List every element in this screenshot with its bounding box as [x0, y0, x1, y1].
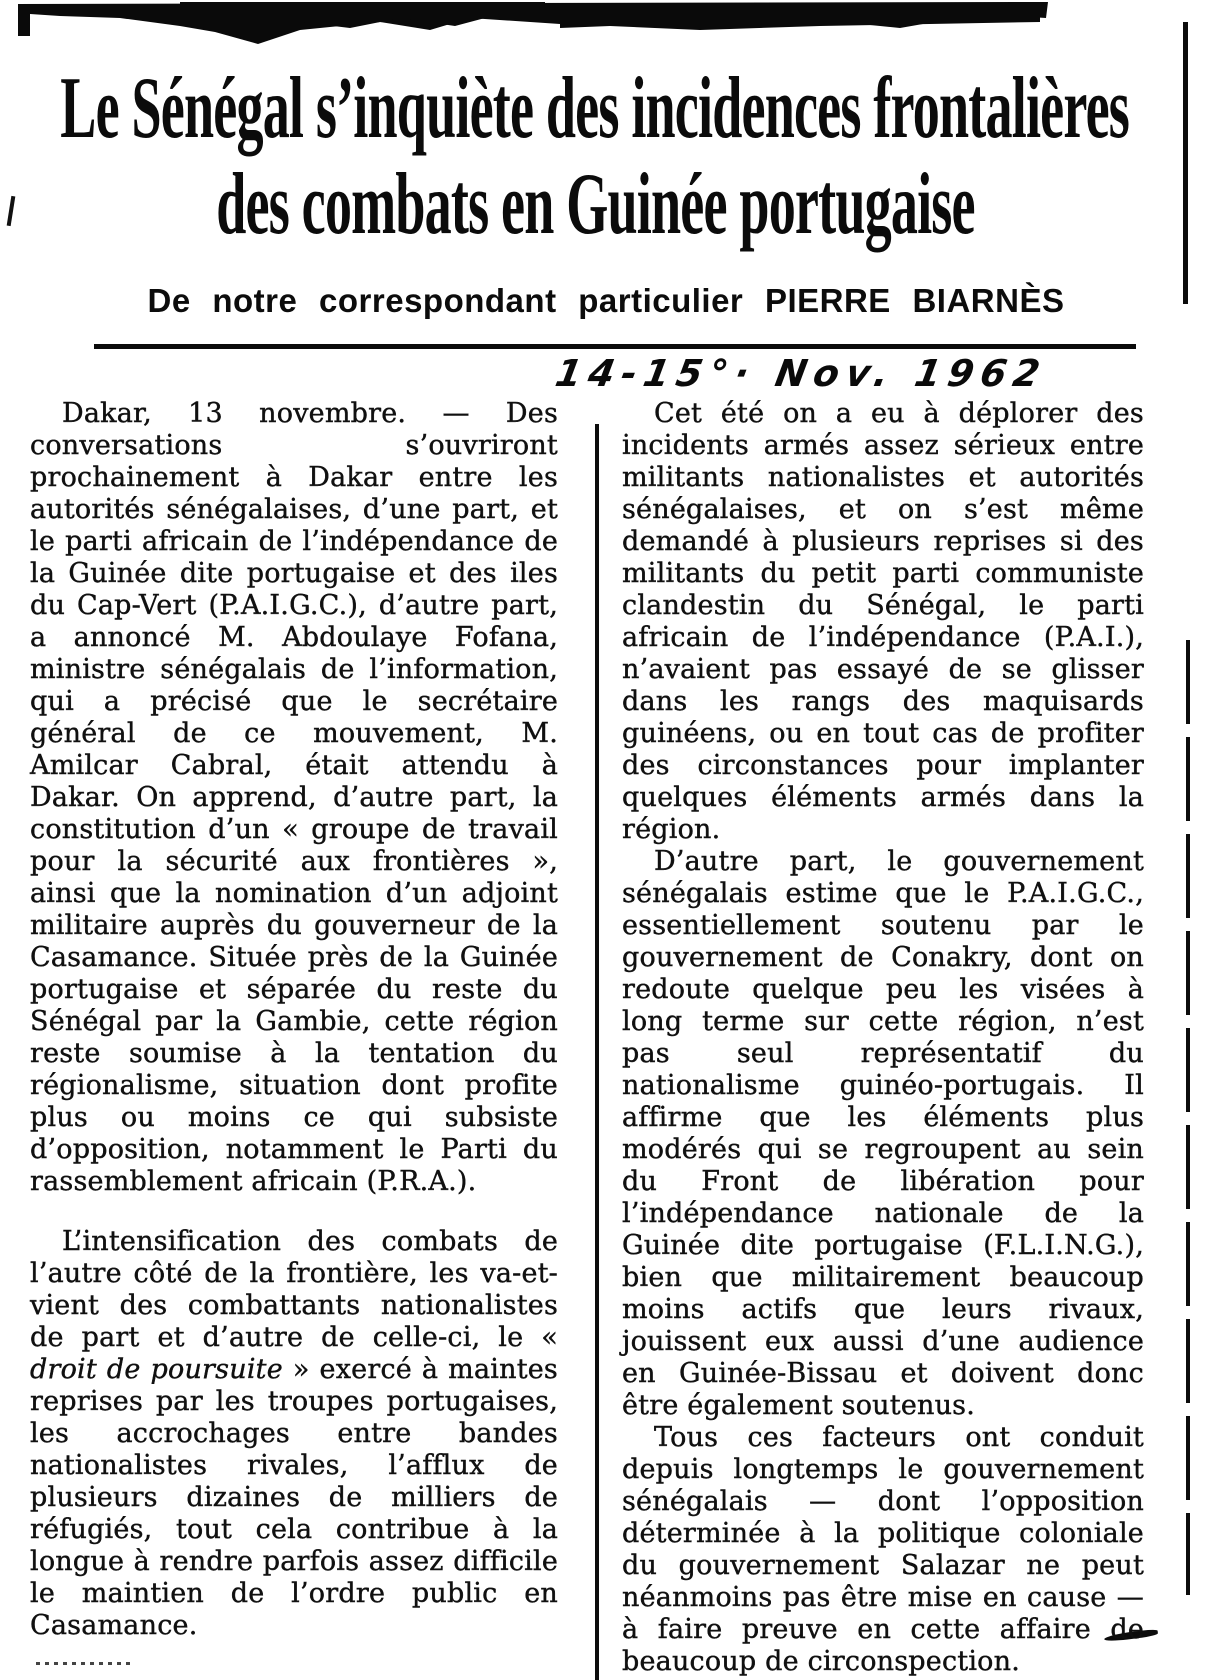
headline-line-2: des combats en Guinée portugaise [215, 155, 975, 254]
headline-right-rule [1183, 22, 1188, 304]
article-paragraph [622, 1422, 1144, 1678]
text-run: Cet été on a eu à déplorer des incidents armés assez sérieux entre militants nationalistes et autorités sénégalaises, et on s’est même demandé à plusieurs reprises si des militants du petit parti communiste clandestin du Sénégal, le parti africain de l’indépendance (P.A.I.), n’avaient pas essayé de se glisser dans les rangs des maquisards guinéens, ou en tout cas de profiter des circonstances pour implanter quelques éléments armés dans la région. [622, 398, 1144, 845]
italic-phrase: droit de poursuite [30, 1354, 283, 1385]
article-paragraph [30, 1226, 558, 1642]
byline-underline-rule [94, 344, 1136, 349]
text-run: L’intensification des combats de l’autre côté de la frontière, les va-et-vient des combattants nationalistes de part et d’autre de celle-ci, le « [30, 1226, 558, 1353]
article-paragraph [30, 398, 558, 1198]
handwritten-date-annotation: 14-15°· Nov. 1962 [552, 352, 1050, 395]
byline: De notre correspondant particulier PIERRE BIARNÈS [147, 282, 1065, 319]
headline-line-1: Le Sénégal s’inquiète des incidences frontalières [60, 59, 1130, 158]
headline-line-2-wrap [20, 154, 1170, 254]
column-divider-rule [595, 424, 599, 1680]
text-run: » exercé à maintes reprises par les troupes portugaises, les accrochages entre bandes nationalistes rivales, l’afflux de plusieurs dizaines de milliers de réfugiés, tout cela contribue à la longue à rendre parfois assez difficile le maintien de l’ordre public en Casamance. [30, 1354, 558, 1641]
headline-line-1-wrap [20, 58, 1170, 158]
bottom-dotted-line [36, 1662, 132, 1665]
column-left [30, 398, 558, 1642]
article-paragraph [622, 846, 1144, 1422]
article-paragraph [622, 398, 1144, 846]
text-run: Dakar, 13 novembre. — Des conversations s’ouvriront prochainement à Dakar entre les autorités sénégalaises, d’une part, et le parti africain de l’indépendance de la Guinée dite portugaise et des iles du Cap-Vert (P.A.I.G.C.), d’autre part, a annoncé M. Abdoulaye Fofana, ministre sénégalais de l’information, qui a précisé que le secrétaire général de ce mouvement, M. Amilcar Cabral, était attendu à Dakar. On apprend, d’autre part, la constitution d’un « groupe de travail pour la sécurité aux frontières », ainsi que la nomination d’un adjoint militaire auprès du gouverneur de la Casamance. Située près de la Guinée portugaise et séparée du reste du Sénégal par la Gambie, cette région reste soumise à la tentation du régionalisme, situation dont profite plus ou moins ce qui subsiste d’opposition, notamment le Parti du rassemblement africain (P.R.A.). [30, 398, 558, 1197]
body-right-rule [1186, 640, 1190, 1595]
left-margin-tick [7, 196, 16, 226]
headline [20, 58, 1170, 254]
text-run: D’autre part, le gouvernement sénégalais estime que le P.A.I.G.C., essentiellement soutenu par le gouvernement de Conakry, dont on redoute quelque peu les visées à long terme sur cette région, n’est pas seul représentatif du nationalisme guinéo-portugais. Il affirme que les éléments plus modérés qui se regroupent au sein du Front de libération pour l’indépendance nationale de la Guinée dite portugaise (F.L.I.N.G.), bien que militairement beaucoup moins actifs que leurs rivaux, jouissent eux aussi d’une audience en Guinée-Bissau et doivent donc être également soutenus. [622, 846, 1144, 1421]
text-run: Tous ces facteurs ont conduit depuis longtemps le gouvernement sénégalais — dont l’opposition déterminée à la politique coloniale du gouvernement Salazar ne peut néanmoins pas être mise en cause — à faire preuve en cette affaire de beaucoup de circonspection. [622, 1422, 1144, 1677]
column-right [622, 398, 1144, 1678]
